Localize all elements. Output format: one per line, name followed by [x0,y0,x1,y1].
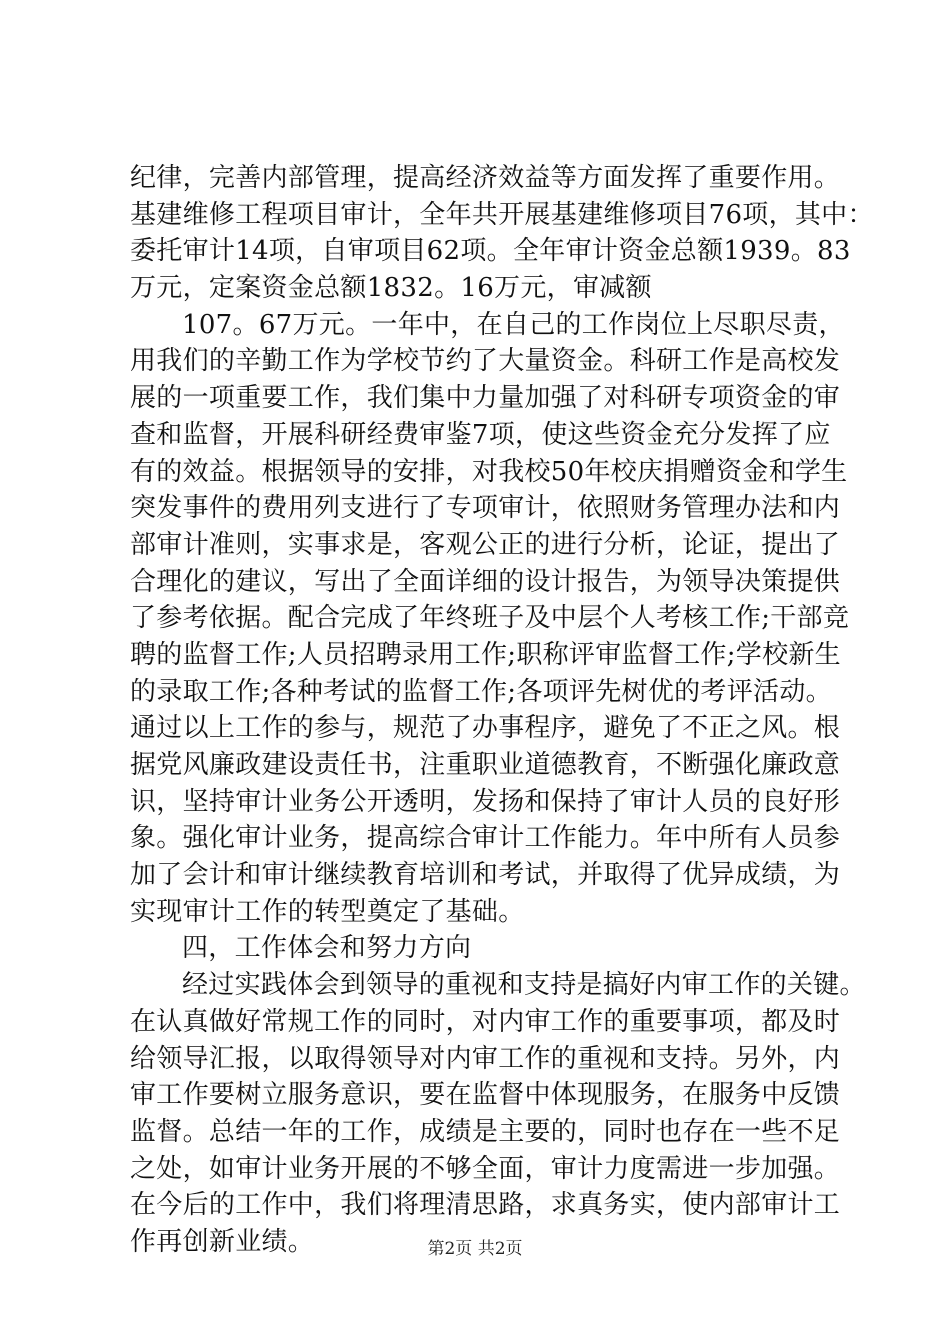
text-line: 据党风廉政建设责任书，注重职业道德教育，不断强化廉政意 [130,750,841,780]
page-footer: 第2页 共2页 [427,1239,523,1259]
text-line: 作再创新业绩。 [130,1226,315,1257]
text-line: 聘的监督工作;人员招聘录用工作;职称评审监督工作;学校新生 [130,639,841,670]
text-line: 审工作要树立服务意识，要在监督中体现服务，在服务中反馈 [130,1080,841,1111]
text-line: 用我们的辛勤工作为学校节约了大量资金。科研工作是高校发 [130,346,841,377]
text-line: 107。67万元。一年中，在自己的工作岗位上尽职尽责， [182,309,845,340]
text-line: 经过实践体会到领导的重视和支持是搞好内审工作的关键。 [182,970,866,1001]
text-line: 突发事件的费用列支进行了专项审计，依照财务管理办法和内 [130,493,841,524]
text-line: 在今后的工作中，我们将理清思路，求真务实，使内部审计工 [130,1190,841,1221]
text-line: 通过以上工作的参与，规范了办事程序，避免了不正之风。根 [130,713,841,744]
document-body [130,160,874,1261]
text-line: 万元，定案资金总额1832。16万元，审减额 [130,273,652,304]
text-line: 给领导汇报，以取得领导对内审工作的重视和支持。另外，内 [130,1043,841,1074]
text-line: 基建维修工程项目审计，全年共开展基建维修项目76项，其中： [130,199,874,230]
text-line: 监督。总结一年的工作，成绩是主要的，同时也存在一些不足 [130,1116,841,1147]
section-heading: 四，工作体会和努力方向 [182,933,472,964]
text-line: 有的效益。根据领导的安排，对我校50年校庆捐赠资金和学生 [130,456,848,487]
text-line: 之处，如审计业务开展的不够全面，审计力度需进一步加强。 [130,1153,841,1184]
text-line: 合理化的建议，写出了全面详细的设计报告，为领导决策提供 [130,566,841,597]
text-line: 了参考依据。配合完成了年终班子及中层个人考核工作;干部竞 [130,603,850,634]
text-line: 的录取工作;各种考试的监督工作;各项评先树优的考评活动。 [130,676,832,707]
text-line: 部审计准则，实事求是，客观公正的进行分析，论证，提出了 [130,529,841,560]
text-line: 展的一项重要工作，我们集中力量加强了对科研专项资金的审 [130,383,841,414]
text-line: 委托审计14项，自审项目62项。全年审计资金总额1939。83 [130,236,851,267]
text-line: 在认真做好常规工作的同时，对内审工作的重要事项，都及时 [130,1006,841,1037]
text-line: 加了会计和审计继续教育培训和考试，并取得了优异成绩，为 [130,860,841,891]
text-line: 识，坚持审计业务公开透明，发扬和保持了审计人员的良好形 [130,786,841,817]
text-line: 纪律，完善内部管理，提高经济效益等方面发挥了重要作用。 [130,163,841,193]
text-line: 查和监督，开展科研经费审鉴7项，使这些资金充分发挥了应 [130,419,831,450]
text-line: 实现审计工作的转型奠定了基础。 [130,896,525,927]
text-line: 象。强化审计业务，提高综合审计工作能力。年中所有人员参 [130,823,841,854]
